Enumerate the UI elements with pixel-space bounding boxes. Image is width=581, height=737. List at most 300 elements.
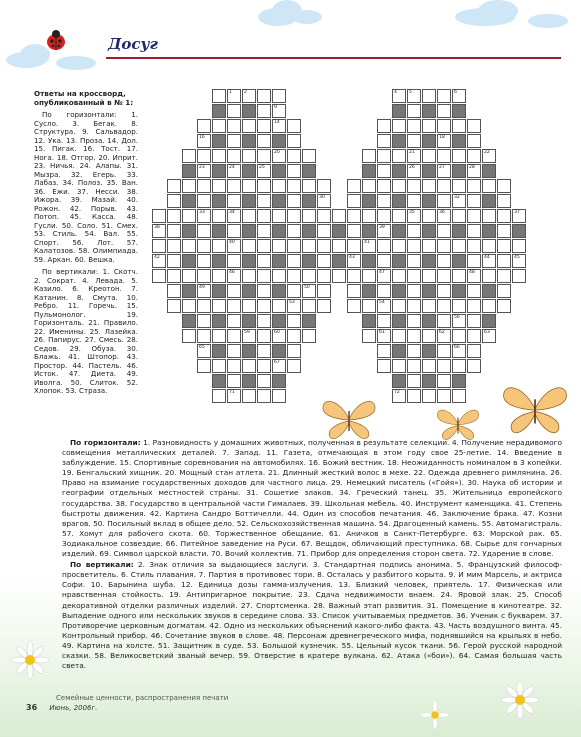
grid-cell[interactable] (197, 194, 211, 208)
grid-cell[interactable] (197, 344, 211, 358)
grid-cell[interactable] (437, 119, 451, 133)
grid-cell[interactable] (452, 389, 466, 403)
grid-cell[interactable] (167, 299, 181, 313)
grid-cell[interactable] (197, 359, 211, 373)
grid-cell[interactable] (227, 284, 241, 298)
grid-cell[interactable] (167, 254, 181, 268)
grid-cell[interactable] (227, 329, 241, 343)
grid-cell[interactable] (152, 209, 166, 223)
grid-cell[interactable] (257, 194, 271, 208)
grid-cell[interactable] (407, 374, 421, 388)
grid-cell[interactable] (197, 179, 211, 193)
grid-cell[interactable] (257, 314, 271, 328)
grid-cell[interactable] (257, 134, 271, 148)
grid-cell[interactable] (317, 194, 331, 208)
grid-cell[interactable] (257, 284, 271, 298)
grid-cell[interactable] (467, 134, 481, 148)
grid-cell[interactable] (437, 314, 451, 328)
grid-cell[interactable] (212, 389, 226, 403)
grid-cell[interactable] (182, 239, 196, 253)
grid-cell[interactable] (227, 239, 241, 253)
grid-cell[interactable] (182, 299, 196, 313)
grid-cell[interactable] (437, 329, 451, 343)
grid-cell[interactable] (197, 164, 211, 178)
grid-cell[interactable] (452, 299, 466, 313)
grid-cell[interactable] (257, 389, 271, 403)
grid-cell[interactable] (242, 89, 256, 103)
grid-cell[interactable] (497, 209, 511, 223)
grid-cell[interactable] (467, 119, 481, 133)
grid-cell[interactable] (482, 149, 496, 163)
grid-cell[interactable] (302, 149, 316, 163)
grid-cell[interactable] (287, 299, 301, 313)
grid-cell[interactable] (332, 239, 346, 253)
grid-cell[interactable] (197, 239, 211, 253)
grid-cell[interactable] (437, 344, 451, 358)
grid-cell[interactable] (407, 314, 421, 328)
grid-cell[interactable] (437, 224, 451, 238)
grid-cell[interactable] (437, 284, 451, 298)
grid-cell[interactable] (167, 239, 181, 253)
grid-cell[interactable] (512, 239, 526, 253)
grid-cell[interactable] (272, 329, 286, 343)
grid-cell[interactable] (287, 284, 301, 298)
grid-cell[interactable] (257, 104, 271, 118)
grid-cell[interactable] (437, 239, 451, 253)
grid-cell[interactable] (422, 209, 436, 223)
grid-cell[interactable] (347, 284, 361, 298)
grid-cell[interactable] (437, 299, 451, 313)
grid-cell[interactable] (482, 209, 496, 223)
grid-cell[interactable] (422, 119, 436, 133)
grid-cell[interactable] (482, 179, 496, 193)
grid-cell[interactable] (227, 389, 241, 403)
grid-cell[interactable] (377, 119, 391, 133)
grid-cell[interactable] (347, 179, 361, 193)
grid-cell[interactable] (377, 344, 391, 358)
grid-cell[interactable] (377, 149, 391, 163)
grid-cell[interactable] (197, 269, 211, 283)
grid-cell[interactable] (197, 209, 211, 223)
grid-cell[interactable] (227, 344, 241, 358)
grid-cell[interactable] (437, 89, 451, 103)
grid-cell[interactable] (377, 164, 391, 178)
grid-cell[interactable] (347, 239, 361, 253)
grid-cell[interactable] (437, 359, 451, 373)
grid-cell[interactable] (227, 314, 241, 328)
grid-cell[interactable] (497, 194, 511, 208)
grid-cell[interactable] (212, 89, 226, 103)
grid-cell[interactable] (392, 119, 406, 133)
grid-cell[interactable] (212, 209, 226, 223)
grid-cell[interactable] (362, 239, 376, 253)
grid-cell[interactable] (422, 239, 436, 253)
grid-cell[interactable] (152, 269, 166, 283)
grid-cell[interactable] (362, 179, 376, 193)
grid-cell[interactable] (362, 149, 376, 163)
grid-cell[interactable] (257, 119, 271, 133)
grid-cell[interactable] (422, 359, 436, 373)
grid-cell[interactable] (152, 254, 166, 268)
grid-cell[interactable] (257, 164, 271, 178)
grid-cell[interactable] (272, 89, 286, 103)
grid-cell[interactable] (347, 224, 361, 238)
grid-cell[interactable] (512, 269, 526, 283)
grid-cell[interactable] (317, 224, 331, 238)
grid-cell[interactable] (212, 179, 226, 193)
grid-cell[interactable] (452, 359, 466, 373)
grid-cell[interactable] (407, 359, 421, 373)
grid-cell[interactable] (257, 344, 271, 358)
grid-cell[interactable] (422, 269, 436, 283)
grid-cell[interactable] (242, 329, 256, 343)
grid-cell[interactable] (272, 179, 286, 193)
grid-cell[interactable] (407, 239, 421, 253)
grid-cell[interactable] (422, 149, 436, 163)
grid-cell[interactable] (302, 239, 316, 253)
grid-cell[interactable] (482, 329, 496, 343)
grid-cell[interactable] (407, 89, 421, 103)
grid-cell[interactable] (407, 299, 421, 313)
grid-cell[interactable] (182, 149, 196, 163)
grid-cell[interactable] (452, 179, 466, 193)
grid-cell[interactable] (377, 194, 391, 208)
grid-cell[interactable] (467, 239, 481, 253)
grid-cell[interactable] (452, 314, 466, 328)
grid-cell[interactable] (467, 314, 481, 328)
grid-cell[interactable] (287, 314, 301, 328)
grid-cell[interactable] (467, 254, 481, 268)
grid-cell[interactable] (197, 329, 211, 343)
grid-cell[interactable] (452, 194, 466, 208)
grid-cell[interactable] (437, 194, 451, 208)
grid-cell[interactable] (392, 329, 406, 343)
grid-cell[interactable] (152, 239, 166, 253)
grid-cell[interactable] (287, 239, 301, 253)
grid-cell[interactable] (377, 314, 391, 328)
grid-cell[interactable] (287, 269, 301, 283)
grid-cell[interactable] (392, 299, 406, 313)
grid-cell[interactable] (287, 149, 301, 163)
grid-cell[interactable] (257, 269, 271, 283)
grid-cell[interactable] (257, 239, 271, 253)
grid-cell[interactable] (257, 89, 271, 103)
grid-cell[interactable] (302, 209, 316, 223)
grid-cell[interactable] (377, 254, 391, 268)
grid-cell[interactable] (227, 224, 241, 238)
grid-cell[interactable] (302, 329, 316, 343)
grid-cell[interactable] (452, 149, 466, 163)
grid-cell[interactable] (242, 389, 256, 403)
grid-cell[interactable] (407, 134, 421, 148)
grid-cell[interactable] (227, 269, 241, 283)
grid-cell[interactable] (242, 119, 256, 133)
grid-cell[interactable] (287, 119, 301, 133)
grid-cell[interactable] (242, 209, 256, 223)
grid-cell[interactable] (422, 299, 436, 313)
grid-cell[interactable] (317, 299, 331, 313)
grid-cell[interactable] (272, 299, 286, 313)
grid-cell[interactable] (272, 239, 286, 253)
grid-cell[interactable] (452, 239, 466, 253)
grid-cell[interactable] (227, 374, 241, 388)
grid-cell[interactable] (257, 374, 271, 388)
grid-cell[interactable] (392, 179, 406, 193)
grid-cell[interactable] (422, 389, 436, 403)
grid-cell[interactable] (317, 269, 331, 283)
grid-cell[interactable] (272, 359, 286, 373)
grid-cell[interactable] (467, 269, 481, 283)
grid-cell[interactable] (392, 389, 406, 403)
grid-cell[interactable] (227, 149, 241, 163)
grid-cell[interactable] (227, 254, 241, 268)
grid-cell[interactable] (182, 329, 196, 343)
grid-cell[interactable] (242, 299, 256, 313)
grid-cell[interactable] (302, 179, 316, 193)
grid-cell[interactable] (452, 119, 466, 133)
grid-cell[interactable] (212, 359, 226, 373)
grid-cell[interactable] (377, 329, 391, 343)
grid-cell[interactable] (392, 89, 406, 103)
grid-cell[interactable] (227, 209, 241, 223)
grid-cell[interactable] (347, 269, 361, 283)
grid-cell[interactable] (242, 179, 256, 193)
grid-cell[interactable] (152, 224, 166, 238)
grid-cell[interactable] (272, 119, 286, 133)
grid-cell[interactable] (242, 239, 256, 253)
grid-cell[interactable] (242, 269, 256, 283)
grid-cell[interactable] (227, 179, 241, 193)
grid-cell[interactable] (362, 329, 376, 343)
grid-cell[interactable] (437, 374, 451, 388)
grid-cell[interactable] (482, 254, 496, 268)
grid-cell[interactable] (287, 209, 301, 223)
grid-cell[interactable] (362, 269, 376, 283)
grid-cell[interactable] (212, 299, 226, 313)
grid-cell[interactable] (212, 269, 226, 283)
grid-cell[interactable] (242, 359, 256, 373)
grid-cell[interactable] (317, 179, 331, 193)
grid-cell[interactable] (377, 359, 391, 373)
grid-cell[interactable] (227, 119, 241, 133)
grid-cell[interactable] (227, 164, 241, 178)
grid-cell[interactable] (467, 284, 481, 298)
grid-cell[interactable] (437, 179, 451, 193)
grid-cell[interactable] (407, 224, 421, 238)
grid-cell[interactable] (287, 254, 301, 268)
grid-cell[interactable] (377, 224, 391, 238)
grid-cell[interactable] (182, 179, 196, 193)
grid-cell[interactable] (257, 224, 271, 238)
grid-cell[interactable] (197, 149, 211, 163)
grid-cell[interactable] (377, 299, 391, 313)
grid-cell[interactable] (392, 149, 406, 163)
grid-cell[interactable] (182, 269, 196, 283)
grid-cell[interactable] (272, 104, 286, 118)
grid-cell[interactable] (392, 269, 406, 283)
grid-cell[interactable] (317, 209, 331, 223)
grid-cell[interactable] (407, 104, 421, 118)
grid-cell[interactable] (212, 149, 226, 163)
grid-cell[interactable] (467, 299, 481, 313)
grid-cell[interactable] (467, 329, 481, 343)
grid-cell[interactable] (242, 149, 256, 163)
grid-cell[interactable] (227, 104, 241, 118)
grid-cell[interactable] (452, 329, 466, 343)
grid-cell[interactable] (167, 269, 181, 283)
grid-cell[interactable] (497, 239, 511, 253)
grid-cell[interactable] (407, 284, 421, 298)
grid-cell[interactable] (257, 359, 271, 373)
grid-cell[interactable] (302, 284, 316, 298)
grid-cell[interactable] (197, 284, 211, 298)
grid-cell[interactable] (212, 119, 226, 133)
grid-cell[interactable] (212, 239, 226, 253)
grid-cell[interactable] (407, 254, 421, 268)
grid-cell[interactable] (197, 134, 211, 148)
grid-cell[interactable] (437, 254, 451, 268)
grid-cell[interactable] (197, 224, 211, 238)
grid-cell[interactable] (467, 224, 481, 238)
grid-cell[interactable] (422, 329, 436, 343)
grid-cell[interactable] (302, 269, 316, 283)
grid-cell[interactable] (377, 239, 391, 253)
grid-cell[interactable] (407, 344, 421, 358)
grid-cell[interactable] (407, 329, 421, 343)
grid-cell[interactable] (197, 314, 211, 328)
grid-cell[interactable] (257, 179, 271, 193)
grid-cell[interactable] (227, 359, 241, 373)
grid-cell[interactable] (437, 164, 451, 178)
grid-cell[interactable] (407, 194, 421, 208)
grid-cell[interactable] (497, 269, 511, 283)
grid-cell[interactable] (437, 104, 451, 118)
grid-cell[interactable] (197, 119, 211, 133)
grid-cell[interactable] (287, 359, 301, 373)
grid-cell[interactable] (497, 224, 511, 238)
grid-cell[interactable] (407, 389, 421, 403)
grid-cell[interactable] (467, 209, 481, 223)
grid-cell[interactable] (287, 134, 301, 148)
grid-cell[interactable] (347, 209, 361, 223)
grid-cell[interactable] (227, 194, 241, 208)
grid-cell[interactable] (497, 284, 511, 298)
grid-cell[interactable] (512, 209, 526, 223)
grid-cell[interactable] (287, 164, 301, 178)
grid-cell[interactable] (467, 344, 481, 358)
grid-cell[interactable] (497, 179, 511, 193)
grid-cell[interactable] (347, 299, 361, 313)
grid-cell[interactable] (182, 209, 196, 223)
grid-cell[interactable] (392, 359, 406, 373)
grid-cell[interactable] (407, 269, 421, 283)
grid-cell[interactable] (212, 329, 226, 343)
grid-cell[interactable] (197, 299, 211, 313)
grid-cell[interactable] (362, 299, 376, 313)
grid-cell[interactable] (437, 389, 451, 403)
grid-cell[interactable] (467, 179, 481, 193)
grid-cell[interactable] (407, 209, 421, 223)
grid-cell[interactable] (287, 224, 301, 238)
grid-cell[interactable] (227, 134, 241, 148)
grid-cell[interactable] (257, 329, 271, 343)
grid-cell[interactable] (287, 194, 301, 208)
grid-cell[interactable] (377, 284, 391, 298)
grid-cell[interactable] (317, 254, 331, 268)
grid-cell[interactable] (392, 239, 406, 253)
grid-cell[interactable] (332, 269, 346, 283)
grid-cell[interactable] (437, 269, 451, 283)
grid-cell[interactable] (257, 209, 271, 223)
grid-cell[interactable] (257, 254, 271, 268)
grid-cell[interactable] (167, 224, 181, 238)
grid-cell[interactable] (317, 239, 331, 253)
grid-cell[interactable] (167, 209, 181, 223)
grid-cell[interactable] (512, 254, 526, 268)
grid-cell[interactable] (287, 179, 301, 193)
grid-cell[interactable] (452, 344, 466, 358)
grid-cell[interactable] (287, 329, 301, 343)
grid-cell[interactable] (407, 149, 421, 163)
grid-cell[interactable] (272, 389, 286, 403)
grid-cell[interactable] (167, 284, 181, 298)
grid-cell[interactable] (452, 269, 466, 283)
grid-cell[interactable] (407, 179, 421, 193)
grid-cell[interactable] (302, 299, 316, 313)
grid-cell[interactable] (257, 149, 271, 163)
grid-cell[interactable] (422, 179, 436, 193)
grid-cell[interactable] (227, 299, 241, 313)
grid-cell[interactable] (317, 284, 331, 298)
grid-cell[interactable] (377, 134, 391, 148)
grid-cell[interactable] (377, 179, 391, 193)
grid-cell[interactable] (167, 179, 181, 193)
grid-cell[interactable] (482, 299, 496, 313)
grid-cell[interactable] (362, 209, 376, 223)
grid-cell[interactable] (467, 149, 481, 163)
grid-cell[interactable] (332, 209, 346, 223)
grid-cell[interactable] (437, 209, 451, 223)
grid-cell[interactable] (452, 209, 466, 223)
grid-cell[interactable] (497, 254, 511, 268)
grid-cell[interactable] (227, 89, 241, 103)
grid-cell[interactable] (467, 164, 481, 178)
grid-cell[interactable] (272, 209, 286, 223)
grid-cell[interactable] (467, 194, 481, 208)
grid-cell[interactable] (287, 344, 301, 358)
grid-cell[interactable] (392, 209, 406, 223)
grid-cell[interactable] (482, 239, 496, 253)
grid-cell[interactable] (377, 269, 391, 283)
grid-cell[interactable] (452, 89, 466, 103)
grid-cell[interactable] (497, 299, 511, 313)
grid-cell[interactable] (347, 194, 361, 208)
grid-cell[interactable] (482, 269, 496, 283)
grid-cell[interactable] (272, 149, 286, 163)
grid-cell[interactable] (347, 254, 361, 268)
grid-cell[interactable] (257, 299, 271, 313)
grid-cell[interactable] (377, 209, 391, 223)
grid-cell[interactable] (272, 269, 286, 283)
grid-cell[interactable] (437, 134, 451, 148)
grid-cell[interactable] (437, 149, 451, 163)
grid-cell[interactable] (197, 254, 211, 268)
grid-cell[interactable] (467, 359, 481, 373)
grid-cell[interactable] (407, 119, 421, 133)
grid-cell[interactable] (167, 194, 181, 208)
grid-cell[interactable] (422, 89, 436, 103)
grid-cell[interactable] (407, 164, 421, 178)
